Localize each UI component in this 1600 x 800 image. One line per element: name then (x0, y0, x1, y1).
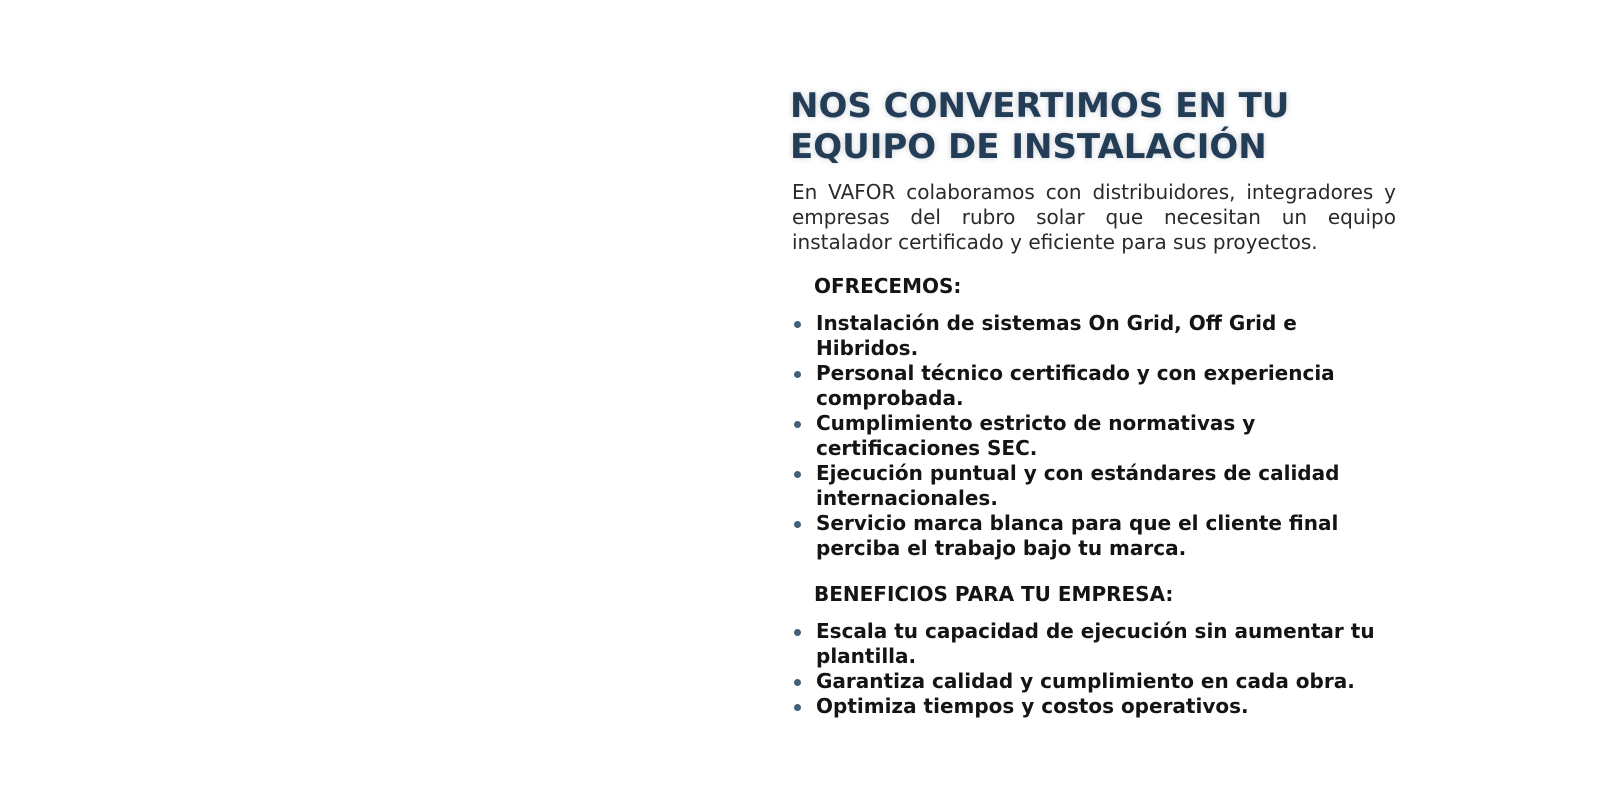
offer-item (790, 361, 1396, 411)
benefits-list (790, 619, 1396, 719)
offer-item-text: Servicio marca blanca para que el cliente final perciba el trabajo bajo tu marca. (816, 511, 1339, 560)
content-column (790, 86, 1396, 719)
offer-list (790, 311, 1396, 561)
offer-item (790, 311, 1396, 361)
offer-item-text: Personal técnico certificado y con experiencia comprobada. (816, 361, 1335, 410)
benefits-heading: BENEFICIOS PARA TU EMPRESA: (814, 582, 1174, 606)
bullet-dot-icon (794, 704, 801, 711)
offer-item-text: Instalación de sistemas On Grid, Off Grid e Hibridos. (816, 311, 1297, 360)
page-title (790, 86, 1396, 168)
benefit-item (790, 694, 1396, 719)
benefit-item-text: Garantiza calidad y cumplimiento en cada obra. (816, 669, 1355, 693)
bullet-dot-icon (794, 471, 801, 478)
intro-paragraph: En VAFOR colaboramos con distribuidores, integradores y empresas del rubro solar que necesitan un equipo instalador certificado y eficiente para sus proyectos. (792, 180, 1396, 254)
benefit-item-text: Optimiza tiempos y costos operativos. (816, 694, 1249, 718)
benefit-item (790, 669, 1396, 694)
offer-item-text: Cumplimiento estricto de normativas y certificaciones SEC. (816, 411, 1256, 460)
bullet-dot-icon (794, 679, 801, 686)
page-title-line-1: NOS CONVERTIMOS EN TU (790, 86, 1290, 126)
offer-item (790, 461, 1396, 511)
bullet-dot-icon (794, 629, 801, 636)
bullet-dot-icon (794, 321, 801, 328)
offer-item (790, 411, 1396, 461)
benefit-item (790, 619, 1396, 669)
bullet-dot-icon (794, 521, 801, 528)
offer-item (790, 511, 1396, 561)
offer-heading: OFRECEMOS: (814, 274, 962, 298)
bullet-dot-icon (794, 421, 801, 428)
offer-item-text: Ejecución puntual y con estándares de calidad internacionales. (816, 461, 1340, 510)
benefit-item-text: Escala tu capacidad de ejecución sin aumentar tu plantilla. (816, 619, 1375, 668)
bullet-dot-icon (794, 371, 801, 378)
page-title-line-2: EQUIPO DE INSTALACIÓN (790, 127, 1267, 167)
